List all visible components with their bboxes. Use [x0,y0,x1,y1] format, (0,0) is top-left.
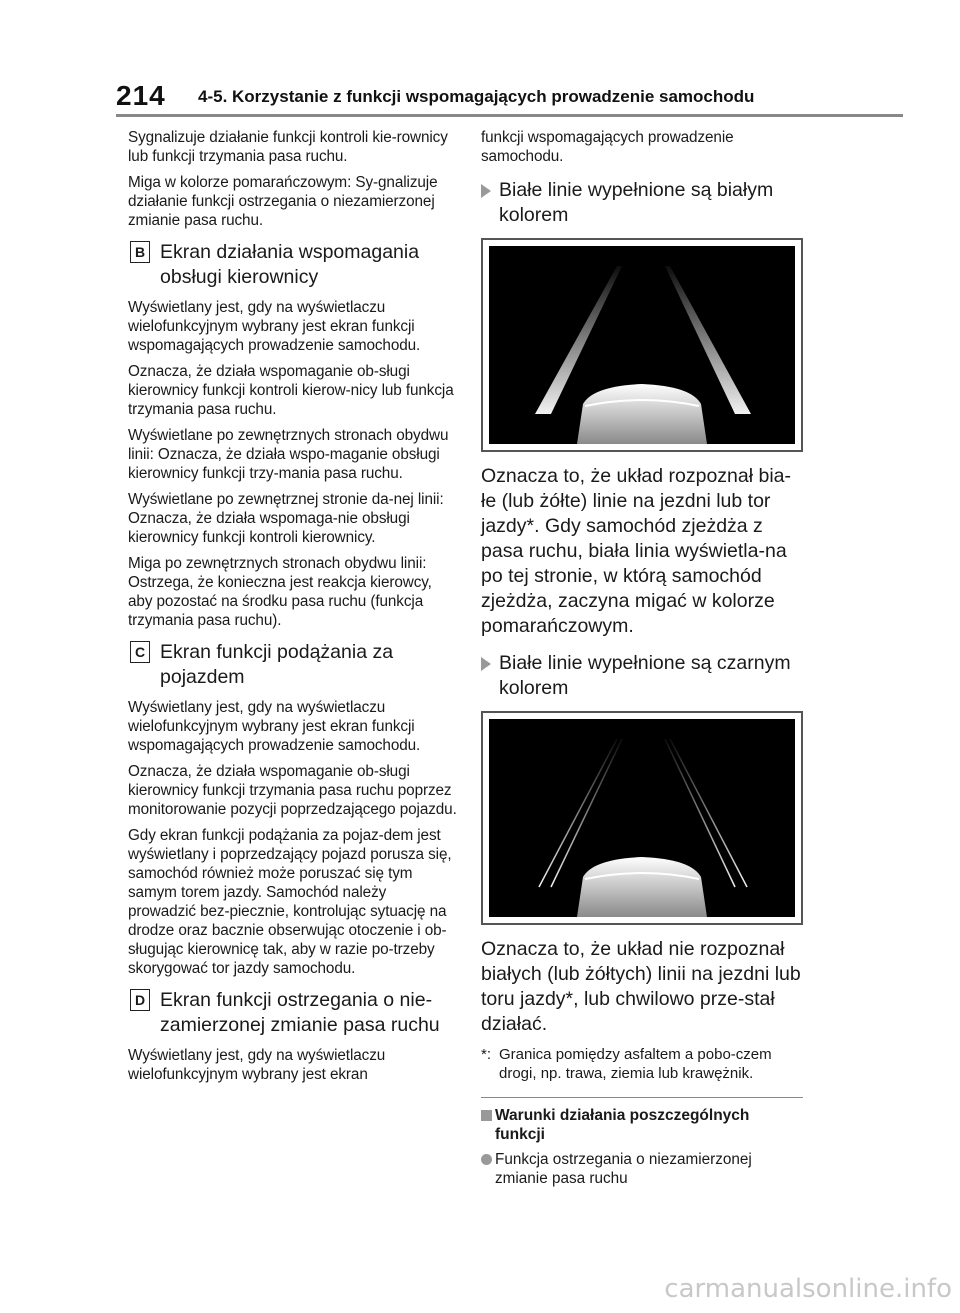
paragraph: Miga po zewnętrznych stronach obydwu linii: Ostrzega, że konieczna jest reakcja kierowcy, aby pozostać na środku pasa ruchu (funkcja trzymania pasa ruchu). [128,555,432,629]
paragraph: Gdy ekran funkcji podążania za pojaz-dem jest wyświetlany i poprzedzający pojazd porusza się, samochód również może poruszać się tym samym torem jazdy. Samochód należy prowadzić bez-piecznie, kontrolując sytuację na drodze oraz bacznie obserwując otoczenie i ob-sługując kierownicę tak, aby w razie po-trzeby skorygować tor jazdy samochodu. [128,827,452,977]
description-text: Oznacza to, że układ nie rozpoznał białych (lub żółtych) linii na jezdni lub toru jazdy*, lub chwilowo prze-stał działać. [481,938,801,1035]
triangle-arrow-icon [481,657,491,671]
paragraph: Miga w kolorze pomarańczowym: Sy-gnalizuje działanie funkcji ostrzegania o niezamierzonej zmianie pasa ruchu. [128,174,438,229]
list-item [481,1150,803,1188]
left-column [128,128,458,1091]
section-letter-d: D [130,989,150,1011]
divider [481,1097,803,1098]
paragraph: funkcji wspomagających prowadzenie samochodu. [481,129,734,165]
subsection-heading-text: Warunki działania poszczególnych funkcji [495,1107,750,1143]
page-header [116,80,903,117]
section-b-title [128,240,458,290]
list-item-text: Funkcja ostrzegania o niezamierzonej zmianie pasa ruchu [495,1151,752,1187]
footnote-mark: *: [481,1046,492,1063]
square-bullet-icon [481,1110,492,1121]
section-letter-c: C [130,641,150,663]
section-d-title [128,988,458,1038]
triangle-arrow-icon [481,184,491,198]
section-c-title [128,640,458,690]
display-illustration-outline-lines [481,711,803,925]
arrow-heading-text: Białe linie wypełnione są czarnym kolorem [499,652,791,699]
footnote-text: Granica pomiędzy asfaltem a pobo-czem drogi, np. trawa, ziemia lub krawężnik. [499,1046,772,1082]
paragraph: Wyświetlane po zewnętrznej stronie da-nej linii: Oznacza, że działa wspomaga-nie obsługi kierownicy funkcji kontroli kierownicy. [128,491,444,546]
section-title-text: Ekran funkcji ostrzegania o nie-zamierzonej zmianie pasa ruchu [160,989,440,1036]
subsection-heading [481,1106,803,1144]
chapter-title: 4-5. Korzystanie z funkcji wspomagających prowadzenie samochodu [198,87,755,106]
section-title-text: Ekran funkcji podążania za pojazdem [160,641,394,688]
lane-display-solid-image [489,246,795,444]
page-number: 214 [116,80,166,111]
watermark: carmanualsonline.info [664,1274,952,1304]
right-column [481,128,803,1188]
paragraph: Wyświetlane po zewnętrznych stronach obydwu linii: Oznacza, że działa wspo-maganie obsługi kierownicy funkcji trzy-mania pasa ruchu. [128,427,449,482]
display-illustration-solid-lines [481,238,803,452]
circle-bullet-icon [481,1154,492,1165]
section-title-text: Ekran działania wspomagania obsługi kierownicy [160,241,420,288]
footnote [481,1045,803,1083]
arrow-heading-black-lines [481,651,803,701]
arrow-heading-text: Białe linie wypełnione są białym kolorem [499,179,774,226]
paragraph: Oznacza, że działa wspomaganie ob-sługi kierownicy funkcji kontroli kierow-nicy lub funkcja trzymania pasa ruchu. [128,363,454,418]
paragraph: Sygnalizuje działanie funkcji kontroli kie-rownicy lub funkcji trzymania pasa ruchu. [128,129,448,165]
description-text: Oznacza to, że układ rozpoznał bia-łe (lub żółte) linie na jezdni lub tor jazdy*. Gdy samochód zjeżdża z pasa ruchu, biała linia wyświetla-na po tej stronie, w którą samochód zjeżdża, zaczyna migać w kolorze pomarańczowym. [481,465,792,637]
arrow-heading-white-lines [481,178,803,228]
paragraph: Wyświetlany jest, gdy na wyświetlaczu wielofunkcyjnym wybrany jest ekran funkcji wspomagających prowadzenie samochodu. [128,299,421,354]
section-letter-b: B [130,241,150,263]
paragraph: Oznacza, że działa wspomaganie ob-sługi kierownicy funkcji trzymania pasa ruchu poprzez monitorowanie pozycji poprzedzającego pojazdu. [128,763,457,818]
paragraph: Wyświetlany jest, gdy na wyświetlaczu wielofunkcyjnym wybrany jest ekran funkcji wspomagających prowadzenie samochodu. [128,699,421,754]
paragraph: Wyświetlany jest, gdy na wyświetlaczu wielofunkcyjnym wybrany jest ekran [128,1047,386,1083]
lane-display-outline-image [489,719,795,917]
